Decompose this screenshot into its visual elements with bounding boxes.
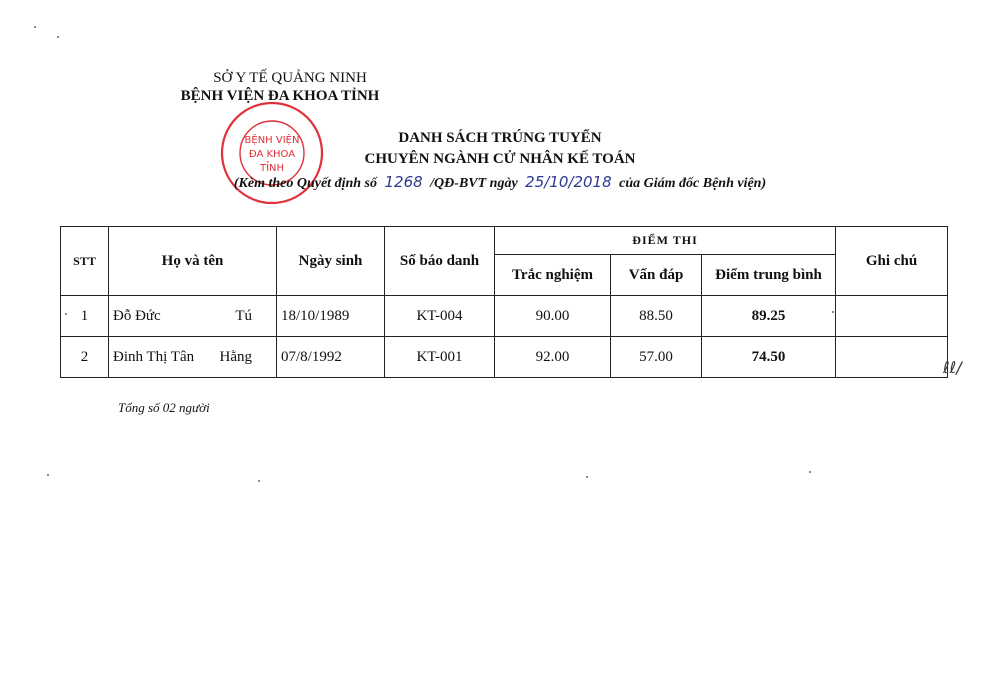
scan-speck (809, 471, 811, 473)
cell-multiple-choice: 90.00 (495, 296, 611, 337)
cell-given-name: Tú (235, 307, 252, 324)
subtitle-suffix: của Giám đốc Bệnh viện) (619, 176, 767, 191)
scan-speck (258, 480, 260, 482)
header-dob: Ngày sinh (277, 227, 385, 296)
cell-average: 74.50 (702, 337, 836, 378)
cell-name (109, 296, 277, 337)
header-stt: STT (61, 227, 109, 296)
total-count: Tổng số 02 người (118, 400, 210, 415)
cell-stt: 1 (61, 296, 109, 337)
results-table (60, 226, 948, 378)
header-multiple-choice: Trắc nghiệm (495, 255, 611, 296)
header-name: Họ và tên (109, 227, 277, 296)
cell-oral: 88.50 (611, 296, 702, 337)
cell-oral: 57.00 (611, 337, 702, 378)
cell-given-name: Hằng (219, 348, 252, 365)
header-scores-group: ĐIỂM THI (495, 227, 836, 255)
scan-speck (65, 313, 67, 315)
cell-surname: Đinh Thị Tân (113, 348, 195, 365)
header-oral: Vấn đáp (611, 255, 702, 296)
cell-candidate-number: KT-001 (385, 337, 495, 378)
scan-speck (586, 476, 588, 478)
org-parent-name: SỞ Y TẾ QUẢNG NINH (213, 70, 367, 86)
document-title: DANH SÁCH TRÚNG TUYỂN (398, 130, 602, 146)
cell-notes (836, 296, 948, 337)
cell-name (109, 337, 277, 378)
decision-number-handwritten: 1268 (384, 173, 423, 191)
cell-multiple-choice: 92.00 (495, 337, 611, 378)
subtitle-prefix: (Kèm theo Quyết định số (233, 176, 377, 191)
document-subject: CHUYÊN NGÀNH CỬ NHÂN KẾ TOÁN (364, 151, 636, 167)
cell-dob: 18/10/1989 (277, 296, 385, 337)
table-row (61, 296, 948, 337)
table-row (61, 337, 948, 378)
scan-speck (47, 474, 49, 476)
cell-average: 89.25 (702, 296, 836, 337)
svg-text:BỆNH VIỆN: BỆNH VIỆN (244, 135, 300, 146)
svg-text:TỈNH: TỈNH (259, 163, 285, 174)
decision-reference (180, 173, 820, 192)
cell-stt: 2 (61, 337, 109, 378)
subtitle-middle: /QĐ-BVT ngày (430, 176, 518, 191)
cell-notes (836, 337, 948, 378)
scan-speck (57, 36, 59, 38)
initials-mark: ℓℓ/ (943, 358, 962, 377)
org-name: BỆNH VIỆN ĐA KHOA TỈNH (180, 88, 380, 104)
svg-text:ĐA KHOA: ĐA KHOA (248, 149, 296, 160)
cell-surname: Đỗ Đức (113, 307, 161, 324)
cell-candidate-number: KT-004 (385, 296, 495, 337)
cell-dob: 07/8/1992 (277, 337, 385, 378)
scan-speck (832, 311, 834, 313)
header-candidate-number: Số báo danh (385, 227, 495, 296)
header-notes: Ghi chú (836, 227, 948, 296)
scan-speck (34, 26, 36, 28)
decision-date-handwritten: 25/10/2018 (525, 173, 612, 191)
header-average: Điểm trung bình (702, 255, 836, 296)
